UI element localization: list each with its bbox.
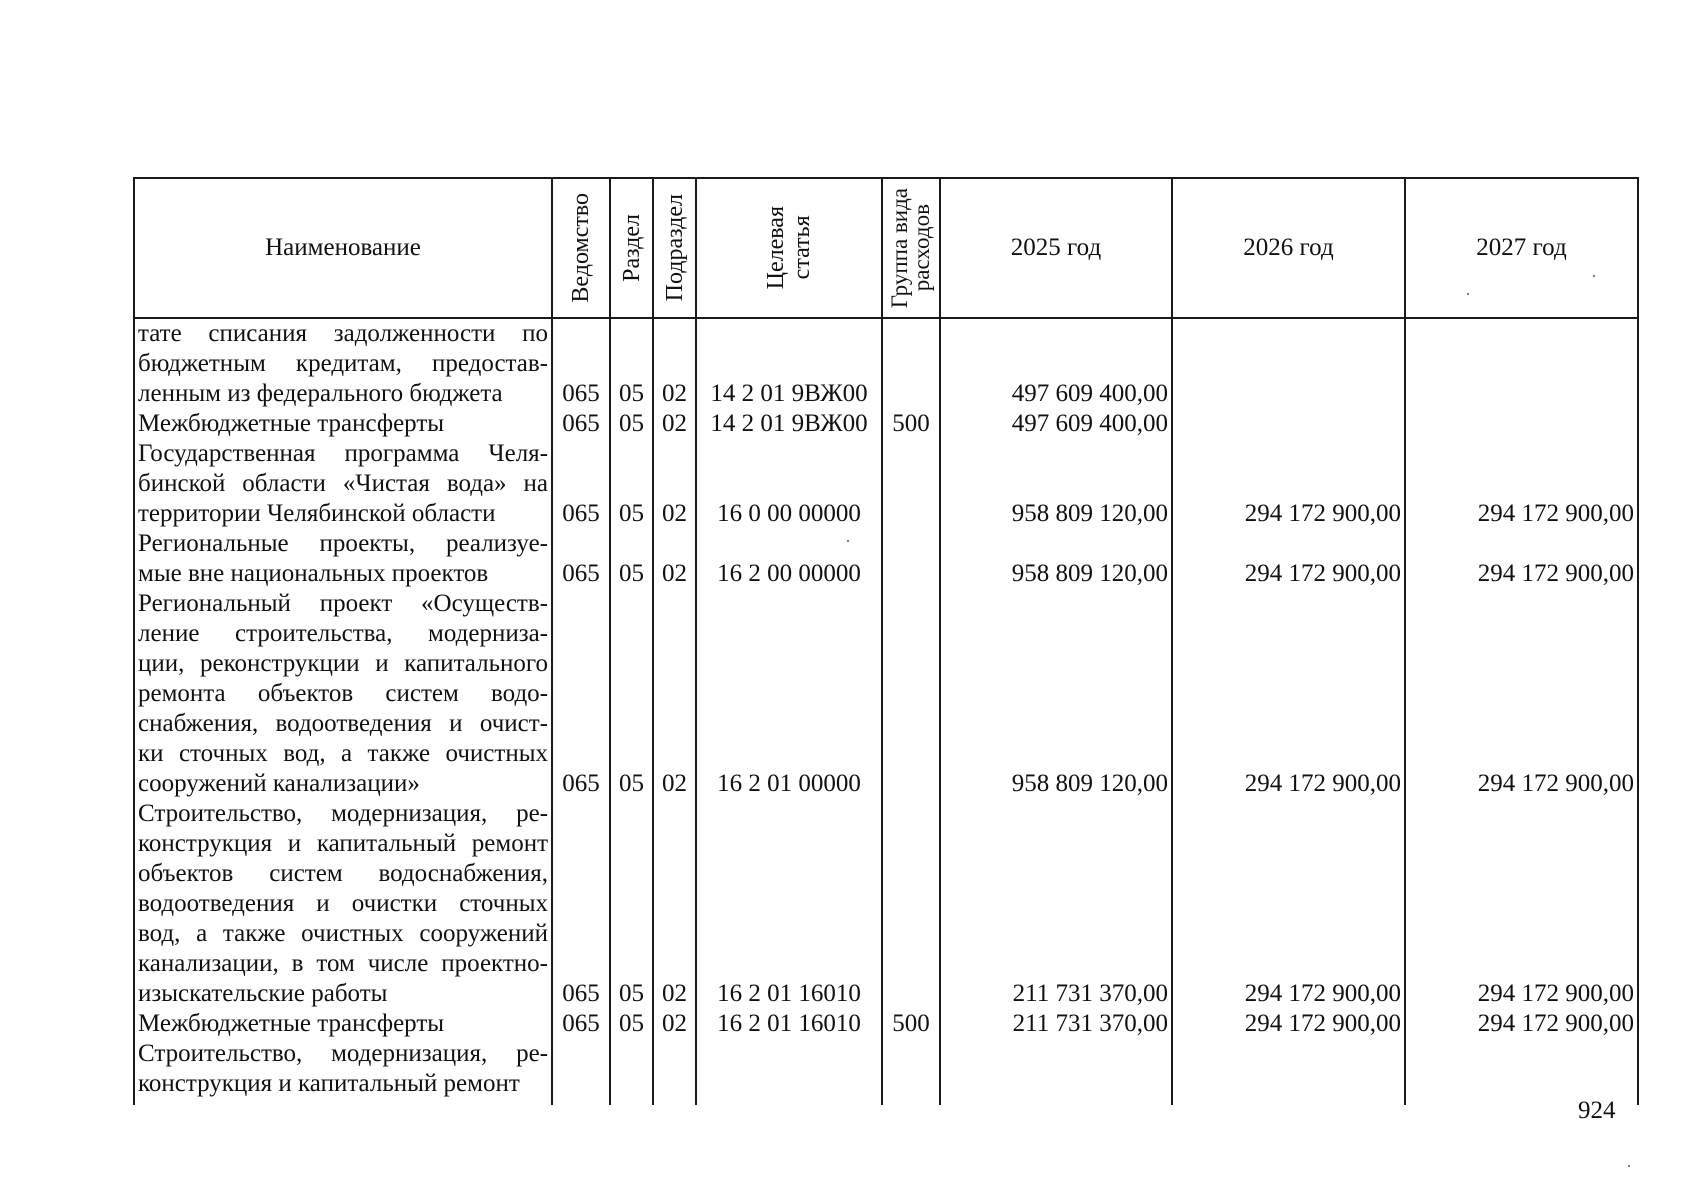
- header-2025: 2025 год: [940, 178, 1172, 318]
- scan-speck: [1467, 293, 1469, 295]
- cell-name: [134, 589, 552, 799]
- name-line: ремонта объектов систем водо-: [138, 680, 548, 707]
- cell-2027: [1405, 318, 1638, 409]
- header-target-article: Целевая статья: [696, 178, 882, 318]
- cell-subsection: 02: [653, 799, 696, 1009]
- cell-expense-group: 500: [882, 1009, 940, 1039]
- table-row: [134, 1039, 1638, 1105]
- cell-name: [134, 799, 552, 1009]
- cell-name: [134, 318, 552, 409]
- cell-2025: 211 731 370,00: [940, 1009, 1172, 1039]
- cell-2026: 294 172 900,00: [1172, 799, 1405, 1009]
- name-line: изыскательские работы: [138, 980, 388, 1007]
- name-line: Государственная программа Челя-: [138, 440, 548, 467]
- cell-department: 065: [552, 1009, 610, 1039]
- cell-section: 05: [610, 589, 653, 799]
- table-row: [134, 409, 1638, 439]
- cell-2026: [1172, 1039, 1405, 1105]
- name-line: ции, реконструкции и капитального: [138, 650, 548, 677]
- cell-2027: [1405, 409, 1638, 439]
- header-2026: 2026 год: [1172, 178, 1405, 318]
- cell-department: 065: [552, 589, 610, 799]
- name-line: сооружений канализации»: [138, 770, 420, 797]
- cell-expense-group: [882, 589, 940, 799]
- cell-2027: 294 172 900,00: [1405, 589, 1638, 799]
- header-name: Наименование: [134, 178, 552, 318]
- table-row: [134, 318, 1638, 409]
- table-row: [134, 439, 1638, 529]
- cell-2026: [1172, 318, 1405, 409]
- cell-2025: 958 809 120,00: [940, 589, 1172, 799]
- cell-target-article: [696, 1039, 882, 1105]
- cell-2025: 211 731 370,00: [940, 799, 1172, 1009]
- cell-department: 065: [552, 318, 610, 409]
- cell-subsection: 02: [653, 589, 696, 799]
- cell-target-article: 16 2 01 16010: [696, 799, 882, 1009]
- cell-department: 065: [552, 409, 610, 439]
- cell-2027: 294 172 900,00: [1405, 799, 1638, 1009]
- name-line: ленным из федерального бюджета: [138, 380, 503, 407]
- table-body: [134, 318, 1638, 1105]
- cell-target-article: 16 2 01 16010: [696, 1009, 882, 1039]
- name-line: водоотведения и очистки сточных: [138, 890, 548, 917]
- cell-expense-group: [882, 799, 940, 1009]
- name-line: объектов систем водоснабжения,: [138, 860, 548, 887]
- budget-table: [133, 177, 1639, 1105]
- cell-department: [552, 1039, 610, 1105]
- cell-expense-group: 500: [882, 409, 940, 439]
- header-section: Раздел: [610, 178, 653, 318]
- name-line: мые вне национальных проектов: [138, 560, 489, 587]
- header-department: Ведомство: [552, 178, 610, 318]
- name-line: Региональные проекты, реализуе-: [138, 530, 548, 557]
- cell-2025: 497 609 400,00: [940, 409, 1172, 439]
- cell-2025: [940, 1039, 1172, 1105]
- name-line: вод, а также очистных сооружений: [138, 920, 548, 947]
- name-line: бюджетным кредитам, предостав-: [138, 350, 548, 377]
- cell-2026: 294 172 900,00: [1172, 1009, 1405, 1039]
- name-line: тате списания задолженности по: [138, 320, 548, 347]
- cell-section: 05: [610, 799, 653, 1009]
- cell-2026: [1172, 409, 1405, 439]
- name-line: ление строительства, модерниза-: [138, 620, 548, 647]
- cell-name: [134, 409, 552, 439]
- name-line: территории Челябинской области: [138, 500, 496, 527]
- cell-name: [134, 1039, 552, 1105]
- cell-2026: 294 172 900,00: [1172, 589, 1405, 799]
- cell-name: [134, 529, 552, 589]
- cell-2025: 497 609 400,00: [940, 318, 1172, 409]
- cell-2027: 294 172 900,00: [1405, 529, 1638, 589]
- cell-target-article: 16 2 00 00000: [696, 529, 882, 589]
- cell-subsection: 02: [653, 1009, 696, 1039]
- scan-speck: [1593, 275, 1595, 277]
- cell-section: [610, 1039, 653, 1105]
- cell-target-article: 14 2 01 9ВЖ00: [696, 409, 882, 439]
- name-line: Межбюджетные трансферты: [138, 410, 445, 437]
- page-number: 924: [1578, 1097, 1616, 1124]
- cell-subsection: 02: [653, 439, 696, 529]
- name-line: Региональный проект «Осуществ-: [138, 590, 548, 617]
- cell-2025: 958 809 120,00: [940, 439, 1172, 529]
- cell-subsection: 02: [653, 409, 696, 439]
- scan-speck: [1628, 1165, 1630, 1167]
- cell-2027: [1405, 1039, 1638, 1105]
- cell-subsection: 02: [653, 529, 696, 589]
- table-row: [134, 1009, 1638, 1039]
- name-line: Межбюджетные трансферты: [138, 1010, 445, 1037]
- header-expense-group: Группа вида расходов: [882, 178, 940, 318]
- cell-section: 05: [610, 529, 653, 589]
- cell-target-article: 14 2 01 9ВЖ00: [696, 318, 882, 409]
- cell-department: 065: [552, 799, 610, 1009]
- name-line: канализации, в том числе проектно-: [138, 950, 548, 977]
- cell-section: 05: [610, 409, 653, 439]
- cell-2025: 958 809 120,00: [940, 529, 1172, 589]
- header-subsection: Подраздел: [653, 178, 696, 318]
- cell-name: [134, 439, 552, 529]
- cell-2027: 294 172 900,00: [1405, 439, 1638, 529]
- table-row: [134, 589, 1638, 799]
- name-line: снабжения, водоотведения и очист-: [138, 710, 548, 737]
- name-line: конструкция и капитальный ремонт: [138, 1070, 520, 1097]
- header-2027: 2027 год: [1405, 178, 1638, 318]
- cell-2026: 294 172 900,00: [1172, 439, 1405, 529]
- cell-name: [134, 1009, 552, 1039]
- name-line: конструкция и капитальный ремонт: [138, 830, 548, 857]
- table-row: [134, 529, 1638, 589]
- table-header-row: [134, 178, 1638, 318]
- cell-section: 05: [610, 439, 653, 529]
- cell-2027: 294 172 900,00: [1405, 1009, 1638, 1039]
- cell-2026: 294 172 900,00: [1172, 529, 1405, 589]
- name-line: Строительство, модернизация, ре-: [138, 800, 548, 827]
- cell-expense-group: [882, 529, 940, 589]
- table-row: [134, 799, 1638, 1009]
- cell-expense-group: [882, 439, 940, 529]
- cell-expense-group: [882, 318, 940, 409]
- scan-speck: [847, 540, 849, 542]
- cell-section: 05: [610, 318, 653, 409]
- name-line: Строительство, модернизация, ре-: [138, 1040, 548, 1067]
- cell-target-article: 16 2 01 00000: [696, 589, 882, 799]
- name-line: ки сточных вод, а также очистных: [138, 740, 548, 767]
- name-line: бинской области «Чистая вода» на: [138, 470, 548, 497]
- cell-expense-group: [882, 1039, 940, 1105]
- cell-department: 065: [552, 529, 610, 589]
- cell-department: 065: [552, 439, 610, 529]
- cell-subsection: [653, 1039, 696, 1105]
- cell-section: 05: [610, 1009, 653, 1039]
- cell-subsection: 02: [653, 318, 696, 409]
- cell-target-article: 16 0 00 00000: [696, 439, 882, 529]
